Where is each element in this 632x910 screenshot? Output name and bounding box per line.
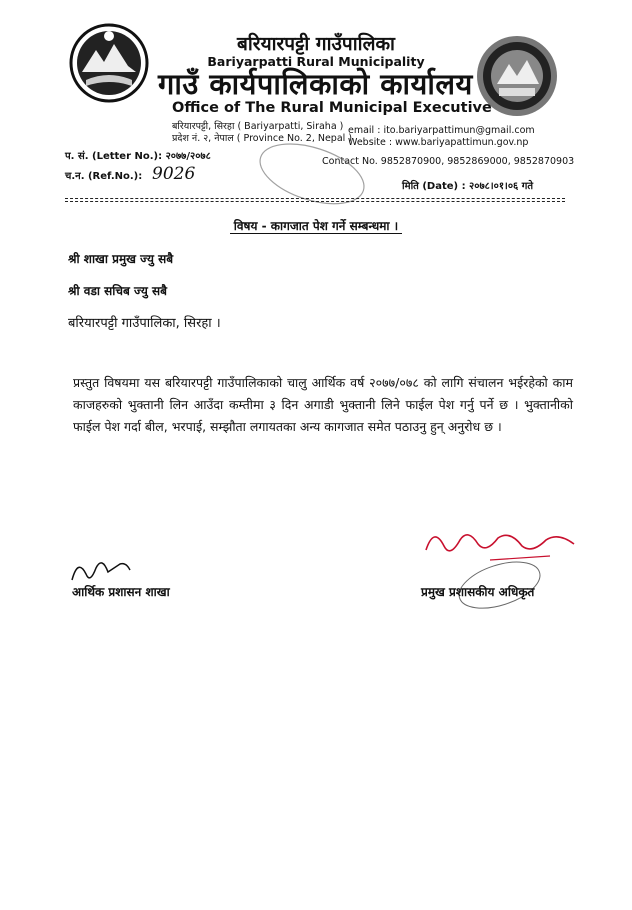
office-title-np: गाउँ कार्यपालिकाको कार्यालय [158, 67, 473, 101]
website-text: Website : www.bariyapattimun.gov.np [348, 137, 529, 148]
municipality-name-en: Bariyarpatti Rural Municipality [207, 54, 425, 69]
letter-body: प्रस्तुत विषयमा यस बरियारपट्टी गाउँपालिकाको चालु आर्थिक वर्ष २०७७/०७८ को लागि संचालन भईरहेको काम काजहरुको भुक्तानी लिन आउँदा कम्तीमा ३ दिन अगाडी भुक्तानी लिने फाईल पेश गर्नु पर्ने छ । भुक्तानीको फाईल पेश गर्दा बील, भरपाई, सम्झौता लगायतका अन्य कागजात समेत पठाउनु हुन् अनुरोध छ । [73, 375, 573, 434]
address-line-2: प्रदेश नं. २, नेपाल ( Province No. 2, Nepal ) [172, 133, 353, 144]
header-divider [65, 198, 565, 199]
contact-numbers: Contact No. 9852870900, 9852869000, 9852870903 [322, 156, 575, 167]
letter-number: प. सं. (Letter No.): २०७७/२०७८ [65, 151, 211, 162]
subject-text: विषय - कागजात पेश गर्ने सम्बन्धमा । [230, 219, 402, 234]
municipality-name-np: बरियारपट्टी गाउँपालिका [237, 33, 395, 55]
ref-number-label: च.न. (Ref.No.): [65, 171, 143, 182]
subject-line [0, 217, 632, 234]
signature-left-label: आर्थिक प्रशासन शाखा [72, 585, 170, 599]
letter-date: मिति (Date) : २०७८।०१।०६ गते [402, 181, 534, 192]
office-title-en: Office of The Rural Municipal Executive [172, 100, 492, 116]
signature-right-label: प्रमुख प्रशासकीय अधिकृत [421, 585, 535, 599]
recipient-1: श्री शाखा प्रमुख ज्यु सबै [68, 252, 174, 266]
email-text: email : ito.bariyarpattimun@gmail.com [348, 125, 535, 136]
address-line-1: बरियारपट्टी, सिरहा ( Bariyarpatti, Siraha ) [172, 121, 344, 132]
recipient-2: श्री वडा सचिब ज्यु सबै [68, 284, 167, 298]
ref-number-value: 9026 [152, 164, 196, 184]
recipient-3: बरियारपट्टी गाउँपालिका, सिरहा । [68, 316, 221, 331]
header-divider-2 [65, 201, 565, 202]
